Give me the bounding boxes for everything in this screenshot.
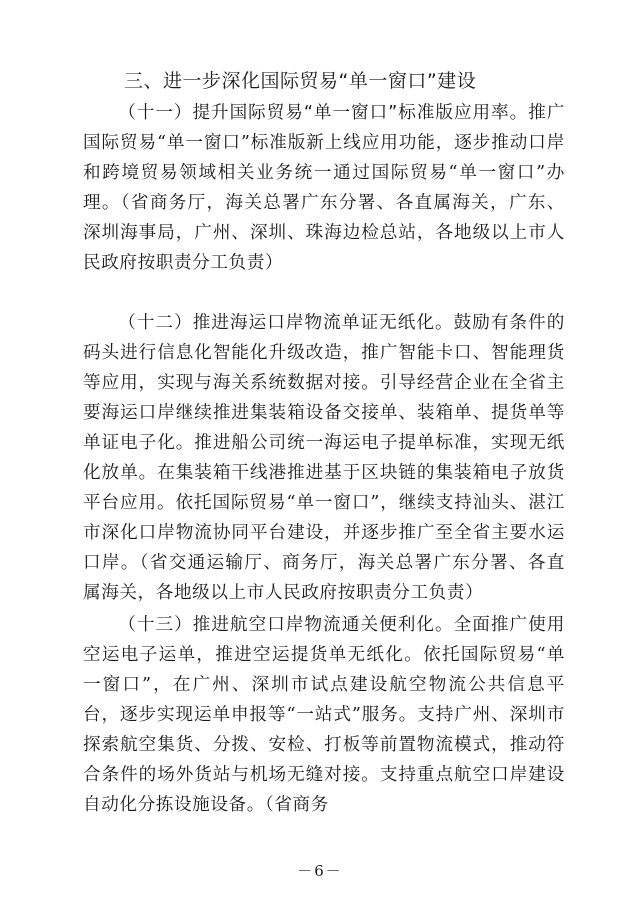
paragraph-12-lead: （十二）推进海运口岸物流单证无纸化。 bbox=[118, 313, 454, 333]
page-number: －6－ bbox=[297, 862, 343, 880]
paragraph-11-lead: （十一）提升国际贸易“单一窗口”标准版应用率。 bbox=[118, 103, 529, 123]
paragraph-13-body: 全面推广使用空运电子运单，推进空运提货单无纸化。依托国际贸易“单一窗口”，在广州、深圳市试点建设航空物流公共信息平台，逐步实现运单申报等“一站式”服务。支持广州、深圳市探索航空集货、分拨、安检、打板等前置物流模式，推动符合条件的场外货站与机场无缝对接。支持重点航空口岸建设自动化分拣设施设备。（省商务 bbox=[83, 615, 565, 815]
section-heading: 三、进一步深化国际贸易“单一窗口”建设 bbox=[124, 70, 477, 92]
paragraph-12 bbox=[83, 308, 565, 608]
paragraph-11 bbox=[83, 98, 565, 278]
paragraph-12-body: 鼓励有条件的码头进行信息化智能化升级改造，推广智能卡口、智能理货等应用，实现与海关系统数据对接。引导经营企业在全省主要海运口岸继续推进集装箱设备交接单、装箱单、提货单等单证电子化。推进船公司统一海运电子提单标准，实现无纸化放单。在集装箱干线港推进基于区块链的集装箱电子放货平台应用。依托国际贸易“单一窗口”，继续支持汕头、湛江市深化口岸物流协同平台建设，并逐步推广至全省主要水运口岸。（省交通运输厅、商务厅，海关总署广东分署、各直属海关，各地级以上市人民政府按职责分工负责） bbox=[83, 313, 565, 603]
paragraph-13 bbox=[83, 610, 565, 820]
paragraph-13-lead: （十三）推进航空口岸物流通关便利化。 bbox=[118, 615, 454, 635]
paragraph-11-body: 推广国际贸易“单一窗口”标准版新上线应用功能，逐步推动口岸和跨境贸易领域相关业务统一通过国际贸易“单一窗口”办理。（省商务厅，海关总署广东分署、各直属海关，广东、深圳海事局，广州、深圳、珠海边检总站，各地级以上市人民政府按职责分工负责） bbox=[83, 103, 565, 273]
